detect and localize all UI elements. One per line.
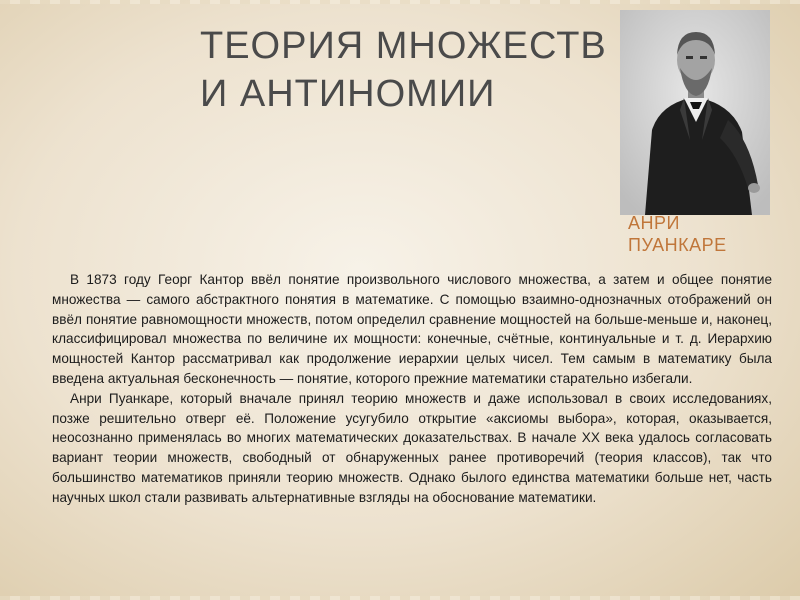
- paragraph-2: Анри Пуанкаре, который вначале принял теорию множеств и даже использовал в своих исследованиях, позже решительно отверг её. Положение усугубило открытие «аксиомы выбора», которая, оказывается, неосознанно применялась во многих математических доказательствах. В начале XX века удалось согласовать вариант теории множеств, свободный от обнаруженных ранее противоречий (теория классов), так что большинство математиков приняли теорию множеств. Однако былого единства математики больше нет, часть научных школ стали развивать альтернативные взгляды на обоснование математики.: [52, 390, 772, 505]
- top-border: [0, 0, 800, 4]
- title-line-2: И АНТИНОМИИ: [200, 73, 496, 115]
- bottom-border: [0, 596, 800, 600]
- portrait-caption: [628, 212, 778, 256]
- paragraph-1: В 1873 году Георг Кантор ввёл понятие произвольного числового множества, а затем и общее понятие множества — самого абстрактного понятия в математике. С помощью взаимно-однозначных отображений он ввёл понятие равномощности множеств, потом определил сравнение мощностей на больше-меньше и, наконец, классифицировал множества по величине их мощности: конечные, счётные, континуальные и т. д. Иерархию мощностей Кантор рассматривал как продолжение иерархии целых чисел. Тем самым в математику была введена актуальная бесконечность — понятие, которого прежние математики старательно избегали.: [52, 272, 772, 386]
- slide-title: [200, 22, 620, 118]
- portrait-photo: [620, 10, 770, 215]
- body-text: [52, 270, 772, 508]
- title-line-1: ТЕОРИЯ МНОЖЕСТВ: [200, 25, 607, 67]
- caption-line-2: ПУАНКАРЕ: [628, 235, 727, 255]
- portrait-image: [620, 10, 770, 215]
- caption-line-1: АНРИ: [628, 213, 680, 233]
